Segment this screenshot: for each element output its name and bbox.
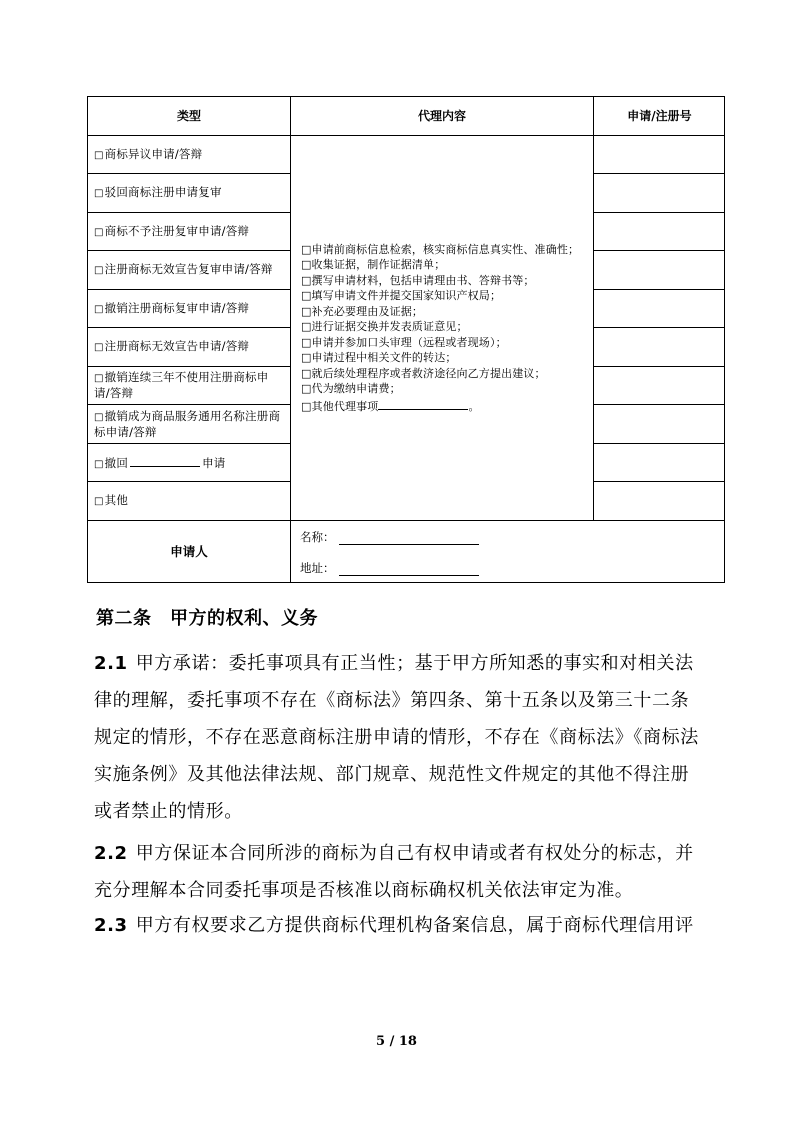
clause-number: 2.2 [94, 843, 128, 864]
clause-text: 甲方有权要求乙方提供商标代理机构备案信息，属于商标代理信用评 [135, 915, 694, 936]
applicant-name-blank[interactable] [339, 532, 479, 545]
type-row-invalidation[interactable]: □注册商标无效宣告申请/答辩 [94, 339, 250, 353]
applicant-label: 申请人 [170, 544, 208, 559]
content-line[interactable]: □就后续处理程序或者救济途径向乙方提出建议； [301, 366, 546, 380]
applicant-name-field[interactable]: 名称： [300, 529, 479, 545]
type-row-other[interactable]: □其他 [94, 493, 129, 507]
content-line[interactable]: □申请前商标信息检索，核实商标信息真实性、准确性； [301, 242, 580, 256]
article-title: 第二条 甲方的权利、义务 [96, 608, 318, 629]
agency-content-cell [292, 136, 592, 520]
clause-2-3 [94, 907, 706, 944]
content-line[interactable]: □进行证据交换并发表质证意见； [301, 320, 468, 334]
withdrawal-blank[interactable] [130, 454, 200, 467]
type-row-non-registration-review[interactable]: □商标不予注册复审申请/答辩 [94, 223, 250, 238]
clause-text: 甲方保证本合同所涉的商标为自己有权申请或者有权处分的标志，并充分理解本合同委托事项是否核准以商标确权机关依法审定为准。 [94, 843, 694, 901]
clause-2-1 [94, 645, 706, 830]
checkbox-icon[interactable]: □ [94, 373, 104, 384]
content-line[interactable]: □填写申请文件并提交国家知识产权局； [301, 289, 502, 303]
checkbox-icon[interactable]: □ [94, 188, 104, 199]
type-row-revocation-review[interactable]: □撤销注册商标复审申请/答辩 [94, 300, 250, 315]
type-row-invalidation-review[interactable]: □注册商标无效宣告复审申请/答辩 [94, 262, 273, 276]
checkbox-icon[interactable]: □ [94, 149, 104, 161]
type-row-withdrawal[interactable]: □撤回 申请 [94, 455, 226, 470]
content-line-other[interactable]: □其他代理事项 。 [301, 397, 586, 415]
page-number: 5 / 18 [376, 1034, 417, 1049]
content-line[interactable]: □申请并参加口头审理（远程或者现场）； [301, 335, 507, 349]
agency-table [87, 96, 725, 583]
type-row-generic-name-revocation[interactable]: □撤销成为商品服务通用名称注册商标申请/答辩 [94, 408, 281, 439]
content-line[interactable]: □申请过程中相关文件的转达； [301, 351, 457, 365]
checkbox-icon[interactable]: □ [94, 342, 104, 353]
type-row-non-use-revocation[interactable]: □撤销连续三年不使用注册商标申请/答辩 [94, 370, 269, 400]
clause-text: 甲方承诺：委托事项具有正当性；基于甲方所知悉的事实和对相关法律的理解，委托事项不存在《商标法》第四条、第十五条以及第三十二条规定的情形，不存在恶意商标注册申请的情形，不存在《商标法》《商标法实施条例》及其他法律法规、部门规章、规范性文件规定的其他不得注册或者禁止的情形。 [94, 653, 699, 822]
checkbox-icon[interactable]: □ [94, 411, 104, 423]
header-type: 类型 [176, 109, 201, 123]
content-line[interactable]: □收集证据，制作证据清单； [301, 258, 446, 272]
checkbox-icon[interactable]: □ [94, 265, 104, 276]
type-row-rejection-review[interactable]: □驳回商标注册申请复审 [94, 185, 222, 199]
applicant-address-field[interactable]: 地址： [300, 560, 479, 576]
header-number: 申请/注册号 [627, 109, 692, 123]
checkbox-icon[interactable]: □ [94, 458, 104, 470]
header-content: 代理内容 [417, 109, 466, 123]
applicant-address-blank[interactable] [339, 563, 479, 576]
content-line[interactable]: □撰写申请材料，包括申请理由书、答辩书等； [301, 273, 535, 287]
checkbox-icon[interactable]: □ [94, 226, 104, 238]
type-row-opposition[interactable]: □商标异议申请/答辩 [94, 146, 203, 161]
clause-number: 2.3 [94, 915, 128, 936]
checkbox-icon[interactable]: □ [94, 303, 104, 315]
clause-number: 2.1 [94, 653, 128, 674]
other-matters-blank[interactable] [378, 397, 468, 410]
content-line[interactable]: □代为缴纳申请费； [301, 382, 401, 396]
content-line[interactable]: □补充必要理由及证据； [301, 304, 424, 318]
checkbox-icon[interactable]: □ [94, 496, 104, 507]
clause-2-2 [94, 835, 706, 909]
